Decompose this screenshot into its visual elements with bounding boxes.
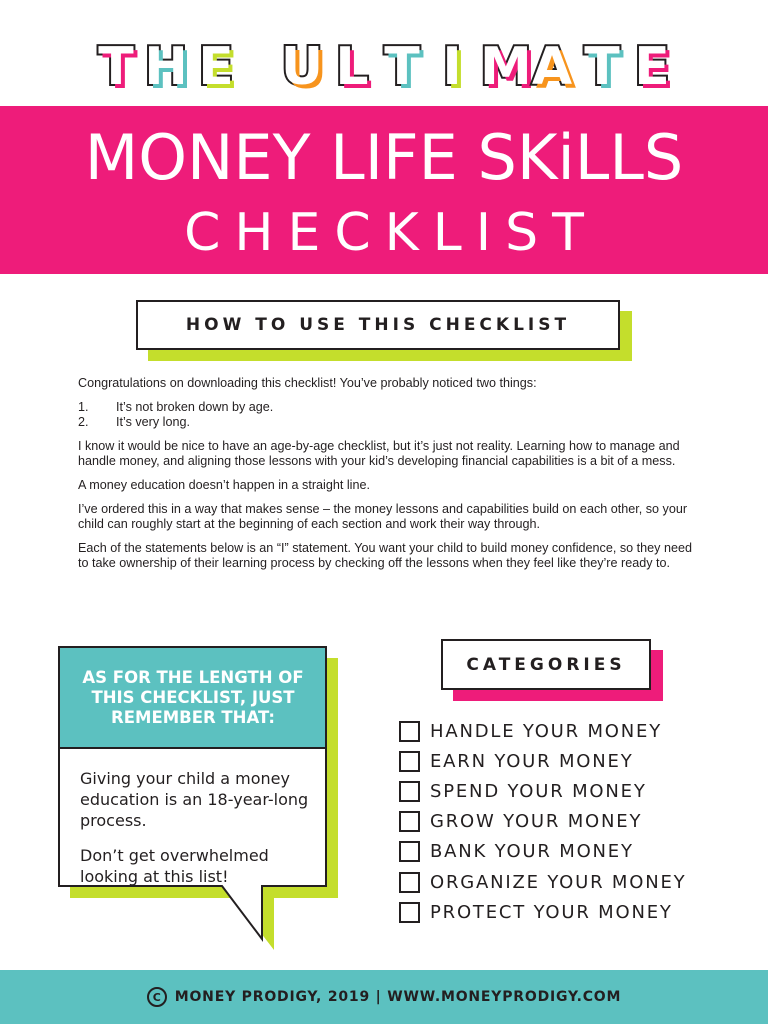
title-banner xyxy=(0,106,768,274)
footer xyxy=(0,970,768,1024)
callout-body-text-1: Giving your child a money education is an 18-year-long process. xyxy=(80,769,309,830)
title-letter: M xyxy=(480,37,532,97)
checkbox[interactable] xyxy=(399,902,420,923)
intro-paragraph-5: Each of the statements below is an “I” statement. You want your child to build money confidence, so they need to take ownership of their learning process by checking off the lessons when they feel like they’re ready to. xyxy=(78,540,692,571)
category-item-bank[interactable] xyxy=(399,837,729,867)
checkbox[interactable] xyxy=(399,811,420,832)
checkbox[interactable] xyxy=(399,841,420,862)
list-item-text: It’s very long. xyxy=(116,415,190,430)
category-label: ORGANIZE YOUR MONEY xyxy=(430,871,687,893)
checkbox[interactable] xyxy=(399,781,420,802)
category-label: EARN YOUR MONEY xyxy=(430,750,634,772)
list-item xyxy=(78,400,694,416)
howto-heading: HOW TO USE THIS CHECKLIST xyxy=(136,300,620,350)
callout-body xyxy=(80,768,316,901)
category-item-earn[interactable] xyxy=(399,746,729,776)
category-label: BANK YOUR MONEY xyxy=(430,841,634,863)
title-letter: T xyxy=(584,37,620,97)
title-letter: E xyxy=(634,37,670,97)
list-item-number: 2. xyxy=(78,415,89,430)
title-letter: T xyxy=(384,37,420,97)
categories-heading-box xyxy=(441,639,663,701)
checkbox[interactable] xyxy=(399,751,420,772)
copyright-icon: C xyxy=(147,987,167,1007)
intro-list xyxy=(78,400,694,431)
title-letter: U xyxy=(280,37,324,97)
intro-paragraph-3: A money education doesn’t happen in a straight line. xyxy=(78,477,370,492)
intro-paragraph-1: Congratulations on downloading this checklist! You’ve probably noticed two things: xyxy=(78,376,537,390)
intro-text xyxy=(78,376,694,580)
callout-body-text-2: Don’t get overwhelmed looking at this list! xyxy=(80,846,269,886)
category-label: PROTECT YOUR MONEY xyxy=(430,901,673,923)
banner-title-line2: CHECKLIST xyxy=(184,203,598,263)
title-letter: A xyxy=(531,37,573,97)
list-item-number: 1. xyxy=(78,399,89,414)
ultimate-title xyxy=(0,36,768,98)
category-item-protect[interactable] xyxy=(399,897,729,927)
category-label: GROW YOUR MONEY xyxy=(430,811,643,833)
list-item xyxy=(78,415,694,431)
title-letter: T xyxy=(98,37,134,97)
footer-text: MONEY PRODIGY, 2019 | WWW.MONEYPRODIGY.COM xyxy=(174,989,622,1005)
category-item-spend[interactable] xyxy=(399,776,729,806)
category-item-organize[interactable] xyxy=(399,867,729,897)
categories-heading: CATEGORIES xyxy=(441,639,651,690)
title-letter: E xyxy=(198,37,234,97)
intro-paragraph-4: I’ve ordered this in a way that makes sense – the money lessons and capabilities build on each other, so your child can roughly start at the beginning of each section and work their way through. xyxy=(78,501,688,532)
category-label: SPEND YOUR MONEY xyxy=(430,780,647,802)
callout-heading: AS FOR THE LENGTH OF THIS CHECKLIST, JUST REMEMBER THAT: xyxy=(82,668,304,727)
howto-heading-box xyxy=(136,300,632,362)
list-item-text: It’s not broken down by age. xyxy=(116,399,274,414)
title-letter: H xyxy=(144,37,188,97)
category-label: HANDLE YOUR MONEY xyxy=(430,720,663,742)
checkbox[interactable] xyxy=(399,721,420,742)
intro-paragraph-2: I know it would be nice to have an age-by-age checklist, but it’s just not reality. Learning how to manage and handle money, and aligning those lessons with your kid’s developing financial capabilities is a bit of a mess. xyxy=(78,438,680,469)
title-letter: L xyxy=(335,37,369,97)
title-letter: I xyxy=(442,37,462,97)
category-checklist xyxy=(399,716,729,927)
category-item-handle[interactable] xyxy=(399,716,729,746)
checkbox[interactable] xyxy=(399,872,420,893)
banner-title-line1: MONEY LIFE SKiLLS xyxy=(84,121,684,194)
length-callout xyxy=(58,646,344,952)
category-item-grow[interactable] xyxy=(399,807,729,837)
